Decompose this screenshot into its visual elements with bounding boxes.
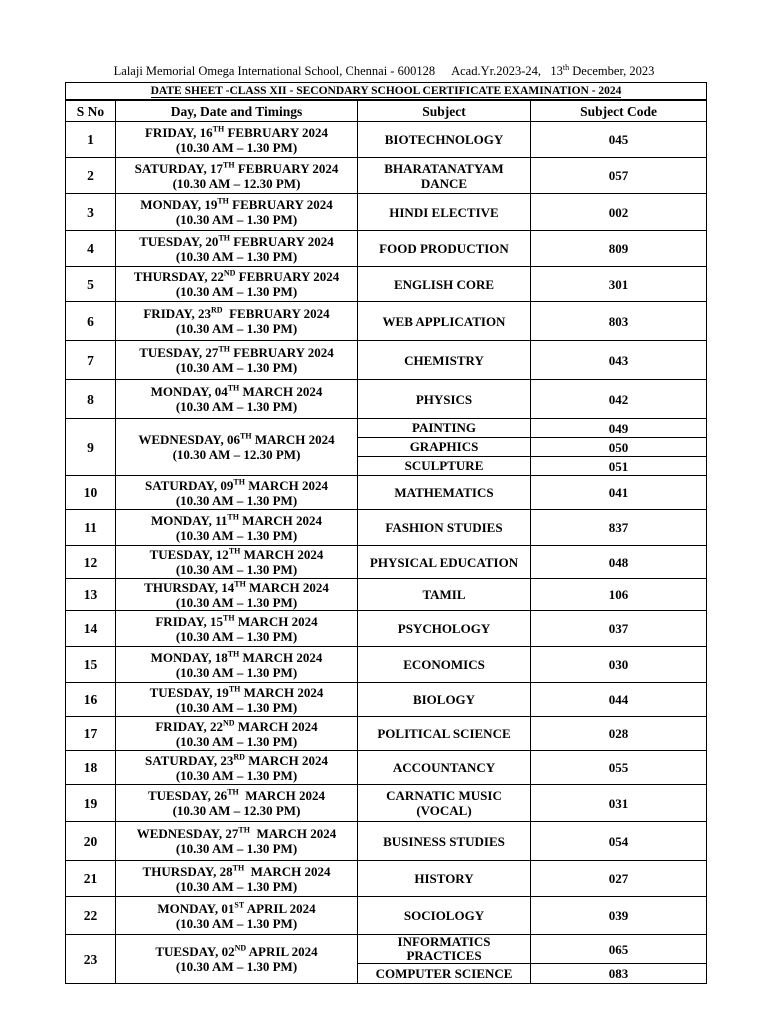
exam-timing: (10.30 AM – 12.30 PM)	[172, 447, 301, 462]
subject-name: HISTORY	[358, 861, 531, 897]
serial-number: 2	[66, 158, 116, 194]
subject-name: PHYSICAL EDUCATION	[358, 546, 531, 579]
exam-date: FRIDAY, 16TH FEBRUARY 2024	[144, 124, 329, 140]
exam-day-date	[116, 476, 358, 510]
subject-code: 027	[531, 861, 707, 897]
exam-timing: (10.30 AM – 1.30 PM)	[175, 492, 298, 508]
subject-name: BIOTECHNOLOGY	[358, 122, 531, 158]
exam-day-date	[116, 822, 358, 861]
table-row	[66, 194, 707, 231]
table-row	[66, 419, 707, 438]
exam-day-date	[116, 510, 358, 546]
table-row	[66, 717, 707, 751]
date-sheet-table	[65, 82, 707, 984]
exam-timing: (10.30 AM – 1.30 PM)	[175, 767, 298, 783]
serial-number: 12	[66, 546, 116, 579]
table-row	[66, 935, 707, 964]
exam-day-date	[116, 579, 358, 611]
subject-code: 039	[531, 897, 707, 935]
subject-code: 028	[531, 717, 707, 751]
table-row	[66, 647, 707, 683]
subject-code: 002	[531, 194, 707, 231]
table-row	[66, 380, 707, 419]
exam-day-date	[116, 611, 358, 647]
subject-code: 037	[531, 611, 707, 647]
subject-code: 837	[531, 510, 707, 546]
table-row	[66, 231, 707, 267]
exam-date: MONDAY, 11TH MARCH 2024	[151, 512, 322, 528]
exam-day-date	[116, 158, 358, 194]
exam-timing: (10.30 AM – 1.30 PM)	[175, 878, 298, 894]
serial-number: 13	[66, 579, 116, 611]
serial-number: 16	[66, 683, 116, 717]
exam-date: THURSDAY, 14TH MARCH 2024	[144, 579, 329, 595]
sheet-title: DATE SHEET -CLASS XII - SECONDARY SCHOOL CERTIFICATE EXAMINATION - 2024	[66, 83, 707, 101]
subject-code: 030	[531, 647, 707, 683]
exam-date: WEDNESDAY, 27TH MARCH 2024	[136, 825, 337, 841]
exam-day-date	[116, 419, 358, 476]
subject-name: CARNATIC MUSIC (VOCAL)	[358, 785, 531, 822]
exam-timing: (10.30 AM – 1.30 PM)	[175, 527, 298, 543]
exam-timing: (10.30 AM – 1.30 PM)	[175, 594, 298, 610]
subject-code: 051	[531, 457, 707, 476]
exam-day-date	[116, 341, 358, 380]
subject-name: GRAPHICS	[358, 438, 531, 457]
serial-number: 21	[66, 861, 116, 897]
exam-date: THURSDAY, 28TH MARCH 2024	[142, 863, 331, 879]
serial-number: 15	[66, 647, 116, 683]
exam-date: FRIDAY, 15TH MARCH 2024	[155, 613, 318, 629]
subject-code: 048	[531, 546, 707, 579]
subject-code: 055	[531, 751, 707, 785]
subject-code: 803	[531, 302, 707, 341]
subject-name: ECONOMICS	[358, 647, 531, 683]
subject-code: 809	[531, 231, 707, 267]
subject-name: POLITICAL SCIENCE	[358, 717, 531, 751]
subject-code: 301	[531, 267, 707, 302]
exam-date: WEDNESDAY, 06TH MARCH 2024	[138, 431, 335, 447]
subject-name: SCULPTURE	[358, 457, 531, 476]
exam-day-date	[116, 122, 358, 158]
serial-number: 5	[66, 267, 116, 302]
serial-number: 17	[66, 717, 116, 751]
exam-timing: (10.30 AM – 1.30 PM)	[175, 399, 298, 414]
table-row	[66, 122, 707, 158]
column-header-subject: Subject	[358, 100, 531, 122]
exam-day-date	[116, 785, 358, 822]
subject-code: 050	[531, 438, 707, 457]
exam-day-date	[116, 546, 358, 579]
subject-code: 042	[531, 380, 707, 419]
exam-timing: (10.30 AM – 1.30 PM)	[175, 360, 298, 375]
serial-number: 14	[66, 611, 116, 647]
subject-code: 049	[531, 419, 707, 438]
subject-code: 044	[531, 683, 707, 717]
subject-name: ACCOUNTANCY	[358, 751, 531, 785]
exam-day-date	[116, 683, 358, 717]
subject-code: 031	[531, 785, 707, 822]
subject-name: TAMIL	[358, 579, 531, 611]
subject-name: MATHEMATICS	[358, 476, 531, 510]
table-row	[66, 158, 707, 194]
school-header	[0, 63, 768, 79]
serial-number: 1	[66, 122, 116, 158]
exam-date: TUESDAY, 27TH FEBRUARY 2024	[139, 344, 334, 360]
school-name: Lalaji Memorial Omega International School, Chennai - 600128	[113, 64, 436, 79]
exam-day-date	[116, 380, 358, 419]
table-row	[66, 341, 707, 380]
subject-name: FASHION STUDIES	[358, 510, 531, 546]
exam-timing: (10.30 AM – 1.30 PM)	[175, 321, 298, 336]
subject-name: WEB APPLICATION	[358, 302, 531, 341]
exam-day-date	[116, 647, 358, 683]
table-row	[66, 611, 707, 647]
exam-day-date	[116, 302, 358, 341]
serial-number: 6	[66, 302, 116, 341]
table-row	[66, 683, 707, 717]
table-row	[66, 785, 707, 822]
serial-number: 3	[66, 194, 116, 231]
table-row	[66, 510, 707, 546]
serial-number: 8	[66, 380, 116, 419]
exam-day-date	[116, 861, 358, 897]
table-row	[66, 546, 707, 579]
subject-name: HINDI ELECTIVE	[358, 194, 531, 231]
title-row	[66, 83, 707, 101]
table-row	[66, 476, 707, 510]
serial-number: 23	[66, 935, 116, 984]
exam-day-date	[116, 717, 358, 751]
exam-date: FRIDAY, 23RD FEBRUARY 2024	[143, 305, 330, 321]
exam-date: MONDAY, 04TH MARCH 2024	[150, 383, 323, 399]
serial-number: 20	[66, 822, 116, 861]
subject-name: PHYSICS	[358, 380, 531, 419]
subject-code: 054	[531, 822, 707, 861]
exam-timing: (10.30 AM – 1.30 PM)	[175, 248, 298, 264]
subject-name: ENGLISH CORE	[358, 267, 531, 302]
exam-timing: (10.30 AM – 12.30 PM)	[172, 803, 301, 818]
subject-name: BHARATANATYAM DANCE	[358, 158, 531, 194]
academic-year: Acad.Yr.2023-24,	[451, 64, 542, 79]
exam-date: MONDAY, 19TH FEBRUARY 2024	[140, 196, 333, 212]
table-row	[66, 822, 707, 861]
exam-date: MONDAY, 18TH MARCH 2024	[150, 649, 323, 665]
exam-timing: (10.30 AM – 1.30 PM)	[175, 733, 298, 749]
exam-timing: (10.30 AM – 1.30 PM)	[175, 562, 298, 577]
column-header-code: Subject Code	[531, 100, 707, 122]
column-header-sno: S No	[66, 100, 116, 122]
exam-timing: (10.30 AM – 1.30 PM)	[175, 284, 298, 299]
exam-date: SATURDAY, 17TH FEBRUARY 2024	[134, 160, 339, 176]
table-row	[66, 267, 707, 302]
exam-day-date	[116, 751, 358, 785]
subject-code: 065	[531, 935, 707, 964]
exam-timing: (10.30 AM – 1.30 PM)	[175, 699, 298, 715]
exam-date: THURSDAY, 22ND FEBRUARY 2024	[133, 268, 340, 284]
serial-number: 9	[66, 419, 116, 476]
subject-code: 083	[531, 964, 707, 984]
exam-day-date	[116, 231, 358, 267]
subject-name: COMPUTER SCIENCE	[358, 964, 531, 984]
exam-date: MONDAY, 01ST APRIL 2024	[157, 900, 316, 916]
subject-code: 045	[531, 122, 707, 158]
exam-date: TUESDAY, 12TH MARCH 2024	[149, 546, 324, 562]
exam-date: TUESDAY, 02ND APRIL 2024	[155, 943, 318, 959]
exam-date: SATURDAY, 09TH MARCH 2024	[145, 477, 328, 493]
exam-date: SATURDAY, 23RD MARCH 2024	[145, 752, 328, 768]
table-row	[66, 861, 707, 897]
exam-date: FRIDAY, 22ND MARCH 2024	[155, 718, 318, 734]
exam-day-date	[116, 194, 358, 231]
exam-timing: (10.30 AM – 1.30 PM)	[175, 139, 298, 155]
serial-number: 19	[66, 785, 116, 822]
column-header-row	[66, 100, 707, 122]
table-row	[66, 302, 707, 341]
serial-number: 4	[66, 231, 116, 267]
subject-name: INFORMATICS PRACTICES	[358, 935, 531, 964]
exam-timing: (10.30 AM – 1.30 PM)	[175, 841, 298, 856]
exam-date: TUESDAY, 19TH MARCH 2024	[149, 684, 324, 700]
subject-name: BUSINESS STUDIES	[358, 822, 531, 861]
subject-code: 057	[531, 158, 707, 194]
serial-number: 22	[66, 897, 116, 935]
table-row	[66, 751, 707, 785]
subject-name: FOOD PRODUCTION	[358, 231, 531, 267]
exam-timing: (10.30 AM – 1.30 PM)	[175, 959, 298, 974]
table-row	[66, 579, 707, 611]
serial-number: 7	[66, 341, 116, 380]
serial-number: 18	[66, 751, 116, 785]
exam-day-date	[116, 267, 358, 302]
subject-name: BIOLOGY	[358, 683, 531, 717]
issue-date: 13th December, 2023	[550, 63, 655, 79]
subject-name: CHEMISTRY	[358, 341, 531, 380]
subject-name: PAINTING	[358, 419, 531, 438]
serial-number: 10	[66, 476, 116, 510]
exam-timing: (10.30 AM – 1.30 PM)	[175, 664, 298, 680]
exam-date: TUESDAY, 26TH MARCH 2024	[147, 787, 326, 803]
exam-timing: (10.30 AM – 1.30 PM)	[175, 915, 298, 931]
column-header-day: Day, Date and Timings	[116, 100, 358, 122]
subject-name: PSYCHOLOGY	[358, 611, 531, 647]
exam-timing: (10.30 AM – 12.30 PM)	[172, 175, 301, 191]
exam-date: TUESDAY, 20TH FEBRUARY 2024	[139, 233, 334, 249]
serial-number: 11	[66, 510, 116, 546]
table-row	[66, 897, 707, 935]
subject-code: 106	[531, 579, 707, 611]
subject-code: 041	[531, 476, 707, 510]
exam-day-date	[116, 935, 358, 984]
exam-rows	[66, 122, 707, 984]
subject-name: SOCIOLOGY	[358, 897, 531, 935]
subject-code: 043	[531, 341, 707, 380]
exam-timing: (10.30 AM – 1.30 PM)	[175, 628, 298, 644]
exam-day-date	[116, 897, 358, 935]
exam-timing: (10.30 AM – 1.30 PM)	[175, 212, 298, 227]
